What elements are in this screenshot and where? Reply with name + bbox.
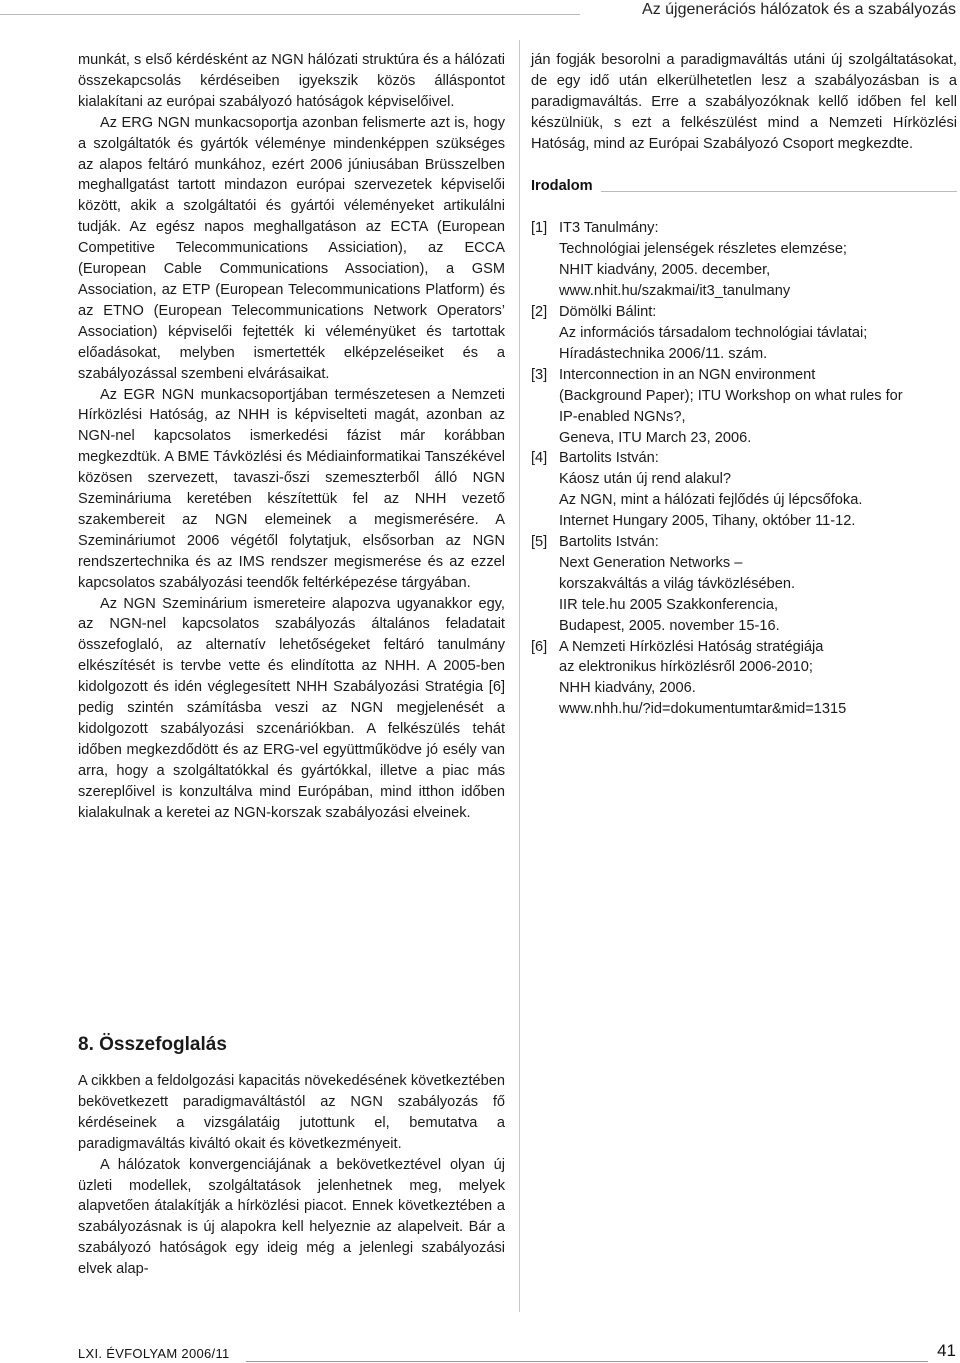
reference-number: [2] xyxy=(531,304,548,321)
reference-text: www.nhit.hu/szakmai/it3_tanulmany xyxy=(559,283,791,300)
section-title: 8. Összefoglalás xyxy=(78,1034,227,1055)
volume-label: LXI. ÉVFOLYAM 2006/11 xyxy=(78,1346,230,1361)
reference-number: [3] xyxy=(531,366,548,383)
reference-text: Technológiai jelenségek részletes elemzése; xyxy=(559,241,847,258)
reference-number: [1] xyxy=(531,220,548,237)
left-column xyxy=(78,50,505,824)
reference-list xyxy=(531,218,957,720)
footer-rule xyxy=(246,1361,928,1362)
header-rule xyxy=(0,14,580,15)
references-rule xyxy=(601,191,957,192)
page-number: 41 xyxy=(937,1341,956,1360)
reference-number: [4] xyxy=(531,450,548,467)
reference-text: IIR tele.hu 2005 Szakkonferencia, xyxy=(559,596,779,613)
reference-text: (Background Paper); ITU Workshop on what rules for xyxy=(559,387,903,404)
summary-section xyxy=(78,1033,505,1280)
reference-text: Káosz után új rend alakul? xyxy=(559,471,731,488)
reference-text: Interconnection in an NGN environment xyxy=(559,366,816,383)
reference-text: Next Generation Networks – xyxy=(559,554,743,571)
reference-item xyxy=(531,637,957,721)
reference-text: Az NGN, mint a hálózati fejlődés új lépcsőfoka. xyxy=(559,492,863,509)
reference-text: Budapest, 2005. november 15-16. xyxy=(559,617,780,634)
reference-text: az elektronikus hírközlésről 2006-2010; xyxy=(559,659,813,676)
reference-item xyxy=(531,302,957,365)
column-divider xyxy=(519,40,520,1312)
reference-item xyxy=(531,365,957,449)
reference-number: [5] xyxy=(531,534,548,551)
reference-text: IP-enabled NGNs?, xyxy=(559,408,686,425)
reference-text: NHIT kiadvány, 2005. december, xyxy=(559,262,771,279)
reference-text: korszakváltás a világ távközlésében. xyxy=(559,575,796,592)
body-paragraph: ján fogják besorolni a paradigmaváltás utáni új szolgáltatásokat, de egy idő után elkerülhetetlen lesz a szabályozásban is a paradigmaváltás. Erre a szabályozóknak kellő időben fel kell készülniük, s ezt a felkészülést mind a Nemzeti Hírközlési Hatóság, mind az Európai Szabályozó Csoport megkezdte. xyxy=(531,52,957,152)
reference-text: Híradástechnika 2006/11. szám. xyxy=(559,345,768,362)
reference-text: www.nhh.hu/?id=dokumentumtar&mid=1315 xyxy=(559,701,847,718)
reference-text: IT3 Tanulmány: xyxy=(559,220,659,237)
body-paragraph: Az NGN Szeminárium ismereteire alapozva ugyanakkor egy, az NGN-nel kapcsolatos szabályozás általános feladatait összefoglaló, az alternatív lehetőségeket feltáró tanulmány elkészítését is tervbe vette és elindította az NHH. A 2005-ben kidolgozott és idén véglegesített NHH Szabályozási Stratégia [6] pedig szintén számításba veszi az NGN megjelenését a kidolgozott szabályozási szcenáriókban. A felkészülés tehát időben megkezdődött és az ERG-vel együttműködve jó esély van arra, hogy a szolgáltatókkal és gyártókkal, illetve a piac más szereplőivel is konzultálva mind Európában, mind itthon időben kialakulnak a keretei az NGN-korszak szabályozási elveinek. xyxy=(78,595,505,821)
references-heading: Irodalom xyxy=(531,177,593,194)
body-paragraph: Az EGR NGN munkacsoportjában természetesen a Nemzeti Hírközlési Hatóság, az NHH is képviselteti magát, azonban az NGN-nel kapcsolatos ismerkedési fázist már korábban megkezdtük. A BME Távközlési és Médiainformatikai Tanszékével közösen szervezett, tavaszi-őszi szemeszterből álló NGN Szemináriuma keretében készítettük fel az NHH vezető szakembereit az NGN elemeinek a megismerésére. A Szemináriumot 2006 végétől folytatjuk, elsősorban az NGN rendszertechnika és az IMS rendszer megismerése és az ezzel kapcsolatos szabályozási teendők feltérképezése tárgyában. xyxy=(78,386,505,591)
body-paragraph: munkát, s első kérdésként az NGN hálózati struktúra és a hálózati összekapcsolás kérdéseiben igyekszik közös álláspontot kialakítani az európai szabályozó hatóságok képviselőivel. xyxy=(78,52,505,110)
reference-item xyxy=(531,532,957,637)
reference-text: Geneva, ITU March 23, 2006. xyxy=(559,429,752,446)
reference-text: Bartolits István: xyxy=(559,534,659,551)
running-title: Az újgenerációs hálózatok és a szabályozás xyxy=(642,1,956,18)
reference-text: Internet Hungary 2005, Tihany, október 11-12. xyxy=(559,513,856,530)
reference-text: Dömölki Bálint: xyxy=(559,304,657,321)
right-column xyxy=(531,50,957,720)
body-paragraph: Az ERG NGN munkacsoportja azonban felismerte azt is, hogy a szolgáltatók és gyártók véleménye mindenképpen szükséges az alapos feltáró munkához, ezért 2006 júniusában Brüsszelben meghallgatást tartott mindazon európai szervezetek képviselői között, akik a szolgáltatói és gyártói véleményeket artikulálni tudják. Az egész napos meghallgatáson az ECTA (European Competitive Telecommunications Assiciation), az ECCA (European Cable Communications Association), a GSM Association, az ETP (European Telecommunications Platform) és az ETNO (European Telecommunications Network Operators’ Association) képviselői fejtették ki véleményüket és tartottak előadásokat, melyben ismertették elképzeléseiket és a szabályozással szembeni elvárásaikat. xyxy=(78,114,505,382)
body-paragraph: A hálózatok konvergenciájának a bekövetkeztével olyan új üzleti modellek, szolgáltatások jelenhetnek meg, melyek alapvetően átalakítják a hírközlési piacot. Ennek következtében a szabályozásnak is új alapokra kell helyeznie az alapelveit. Bár a szabályozó hatóságok egy ideig még a jelenlegi szabályozási elvek alap- xyxy=(78,1156,505,1278)
reference-item xyxy=(531,218,957,302)
body-paragraph: A cikkben a feldolgozási kapacitás növekedésének következtében bekövetkezett paradigmaváltástól az NGN szabályozás fő kérdéseinek a vizsgálatáig jutottunk el, bemutatva a paradigmaváltás kiváltó okait és következményeit. xyxy=(78,1073,505,1152)
reference-number: [6] xyxy=(531,638,548,655)
reference-text: Bartolits István: xyxy=(559,450,659,467)
references-heading-row xyxy=(531,176,957,197)
reference-item xyxy=(531,448,957,532)
reference-text: Az információs társadalom technológiai távlatai; xyxy=(559,324,868,341)
reference-text: NHH kiadvány, 2006. xyxy=(559,680,696,697)
reference-text: A Nemzeti Hírközlési Hatóság stratégiája xyxy=(559,638,824,655)
